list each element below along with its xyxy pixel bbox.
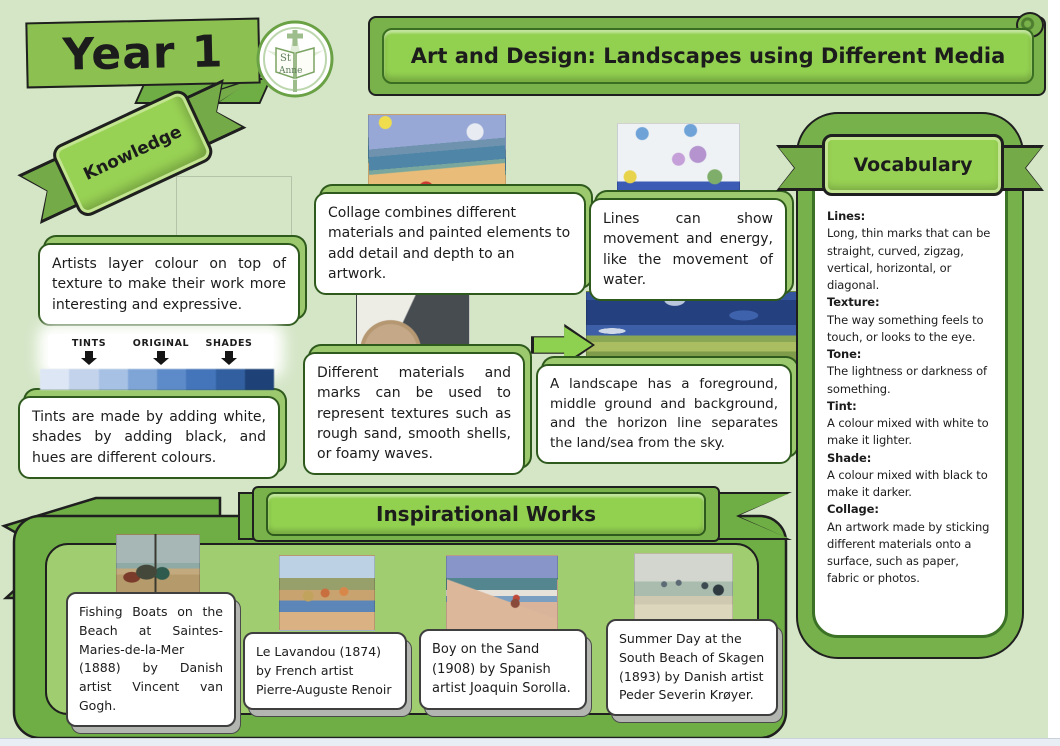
- fact-text-lines: Lines can show movement and energy, like the movement of water.: [603, 211, 773, 288]
- painting-kroyer-summer-day-skagen: [634, 553, 733, 627]
- fact-text-layering: Artists layer colour on top of texture to make their work more interesting and expressive.: [52, 256, 286, 313]
- photo-texture-materials-artwork: [356, 288, 470, 360]
- caption-text: Boy on the Sand (1908) by Spanish artist Joaquin Sorolla.: [432, 642, 571, 696]
- vocabulary-heading-text: Vocabulary: [853, 154, 973, 176]
- vocab-term-label: Tint:: [827, 398, 857, 413]
- tint-swatch: [69, 369, 98, 390]
- caption-kroyer: [606, 619, 778, 716]
- fact-box-lines: [589, 198, 787, 301]
- vocab-term-definition: A colour mixed with black to make it darker.: [827, 467, 988, 499]
- inspirational-works-heading-text: Inspirational Works: [376, 502, 596, 526]
- caption-renoir: [243, 632, 407, 710]
- vocab-term-definition: Long, thin marks that can be straight, curved, zigzag, vertical, horizontal, or diagonal.: [827, 226, 991, 292]
- photo-landscape-horizon-painting: [586, 291, 797, 371]
- page-margin-right: [1048, 0, 1060, 746]
- vocab-term-definition: An artwork made by sticking different materials onto a surface, such as paper, fabric or photos.: [827, 519, 990, 586]
- vocab-term-collage: [827, 501, 993, 587]
- st-anne-school-logo: [256, 20, 334, 98]
- poster-title-text: Art and Design: Landscapes using Different Media: [410, 44, 1006, 68]
- caption-text: Le Lavandou (1874) by French artist Pierre-Auguste Renoir: [256, 644, 392, 697]
- inspirational-works-heading: [266, 492, 706, 536]
- caption-van-gogh: [66, 592, 236, 727]
- tint-scale-label-shades: SHADES: [205, 338, 253, 349]
- logo-text-st: St: [280, 53, 291, 64]
- caption-sorolla: [419, 629, 587, 710]
- vocab-term-label: Tone:: [827, 347, 862, 361]
- vocab-term-label: Collage:: [827, 502, 879, 517]
- vocab-term-tone: [827, 346, 993, 398]
- tint-swatch: [216, 369, 245, 390]
- tint-swatch: [157, 369, 186, 390]
- poster-title: [382, 28, 1034, 84]
- fact-box-landscape: [536, 364, 792, 464]
- vocabulary-heading-panel: [822, 134, 1004, 196]
- vocab-term-definition: The way something feels to touch, or looks to the eye.: [827, 312, 984, 344]
- photo-child-line-drawing-water: [617, 123, 740, 205]
- tint-swatch: [186, 369, 215, 390]
- tint-scale-label-original: ORIGINAL: [132, 338, 190, 349]
- tint-swatch: [40, 369, 69, 390]
- tint-swatch: [128, 369, 157, 390]
- fact-box-layering: [38, 243, 300, 326]
- fact-text-collage: Collage combines different materials and painted elements to add detail and depth to an artwork.: [328, 205, 571, 282]
- vocab-term-lines: [827, 208, 993, 294]
- vocab-term-definition: The lightness or darkness of something.: [827, 364, 987, 396]
- vocab-term-label: Texture:: [827, 295, 880, 310]
- year-label: Year 1: [61, 25, 225, 81]
- fact-text-tints: Tints are made by adding white, shades by adding black, and hues are different colours.: [32, 409, 266, 466]
- tint-shade-gradient-bar: [40, 369, 274, 390]
- down-arrow-icon: [85, 351, 93, 358]
- tint-swatch: [245, 369, 274, 390]
- down-arrow-icon: [225, 351, 233, 358]
- painting-van-gogh-fishing-boats: [116, 534, 200, 600]
- vocab-term-tint: [827, 398, 993, 450]
- vocab-term-texture: [827, 294, 993, 346]
- vocab-term-definition: A colour mixed with white to make it lighter.: [827, 416, 989, 448]
- fact-box-collage: [314, 192, 586, 295]
- fact-text-materials: Different materials and marks can be used to represent textures such as rough sand, smooth shells, or foamy waves.: [317, 365, 511, 463]
- tint-swatch: [99, 369, 128, 390]
- photo-beach-collage-artwork: [368, 114, 506, 200]
- vocab-term-label: Shade:: [827, 450, 872, 465]
- caption-text: Summer Day at the South Beach of Skagen (1893) by Danish artist Peder Severin Krøyer.: [619, 631, 765, 703]
- down-arrow-icon: [157, 351, 165, 358]
- year-banner: [25, 18, 260, 89]
- painting-sorolla-boy-on-the-sand: [446, 555, 558, 631]
- logo-text-anne: Anne: [279, 66, 303, 76]
- painting-renoir-le-lavandou: [279, 555, 375, 631]
- vocabulary-term-list: [827, 208, 993, 588]
- knowledge-ribbon-label: Knowledge: [80, 121, 185, 185]
- page-margin-bottom: [0, 738, 1060, 746]
- photo-painting-textured-landscape: [176, 176, 292, 240]
- caption-text: Fishing Boats on the Beach at Saintes-Maries-de-la-Mer (1888) by Danish artist Vincent van Gogh.: [79, 604, 223, 713]
- tint-scale-label-tints: TINTS: [71, 338, 107, 349]
- fact-text-landscape: A landscape has a foreground, middle ground and background, and the horizon line separates the land/sea from the sky.: [550, 376, 778, 451]
- vocab-term-shade: [827, 450, 993, 502]
- fact-box-tints: [18, 396, 280, 479]
- fact-box-materials: [303, 352, 525, 475]
- vocab-term-label: Lines:: [827, 209, 866, 223]
